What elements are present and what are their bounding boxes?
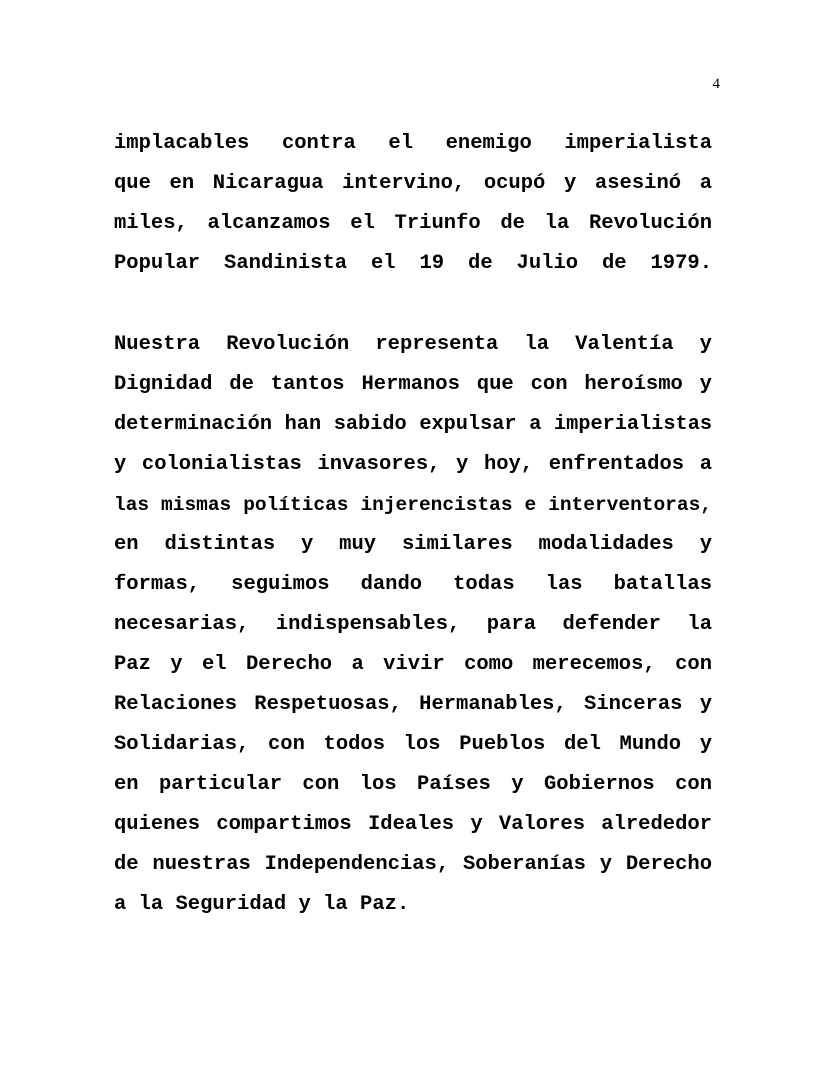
text-line: en particular con los Países y Gobiernos con — [114, 773, 712, 796]
text-line: Nuestra Revolución representa la Valentía y — [114, 333, 712, 356]
text-line: Paz y el Derecho a vivir como merecemos, con — [114, 653, 712, 676]
page-number: 4 — [712, 76, 720, 92]
text-line: que en Nicaragua intervino, ocupó y asesinó a — [114, 172, 712, 195]
text-line: implacables contra el enemigo imperialista — [114, 132, 712, 155]
text-line: Popular Sandinista el 19 de Julio de 1979. — [114, 252, 712, 275]
text-line: a la Seguridad y la Paz. — [114, 893, 410, 916]
text-line: determinación han sabido expulsar a imperialistas — [114, 413, 712, 436]
text-line: miles, alcanzamos el Triunfo de la Revolución — [114, 212, 712, 235]
text-line: necesarias, indispensables, para defender la — [114, 613, 712, 636]
text-line: formas, seguimos dando todas las batallas — [114, 573, 712, 596]
text-line: Solidarias, con todos los Pueblos del Mundo y — [114, 733, 712, 756]
text-line: Dignidad de tantos Hermanos que con heroísmo y — [114, 373, 712, 396]
paragraph — [114, 325, 712, 925]
text-line: Relaciones Respetuosas, Hermanables, Sinceras y — [114, 693, 712, 716]
text-line: de nuestras Independencias, Soberanías y Derecho — [114, 853, 712, 876]
text-line: y colonialistas invasores, y hoy, enfrentados a — [114, 453, 712, 476]
text-line: en distintas y muy similares modalidades y — [114, 533, 712, 556]
text-line: quienes compartimos Ideales y Valores alrededor — [114, 813, 712, 836]
paragraph — [114, 124, 712, 284]
text-line: las mismas políticas injerencistas e interventoras, — [114, 494, 712, 516]
